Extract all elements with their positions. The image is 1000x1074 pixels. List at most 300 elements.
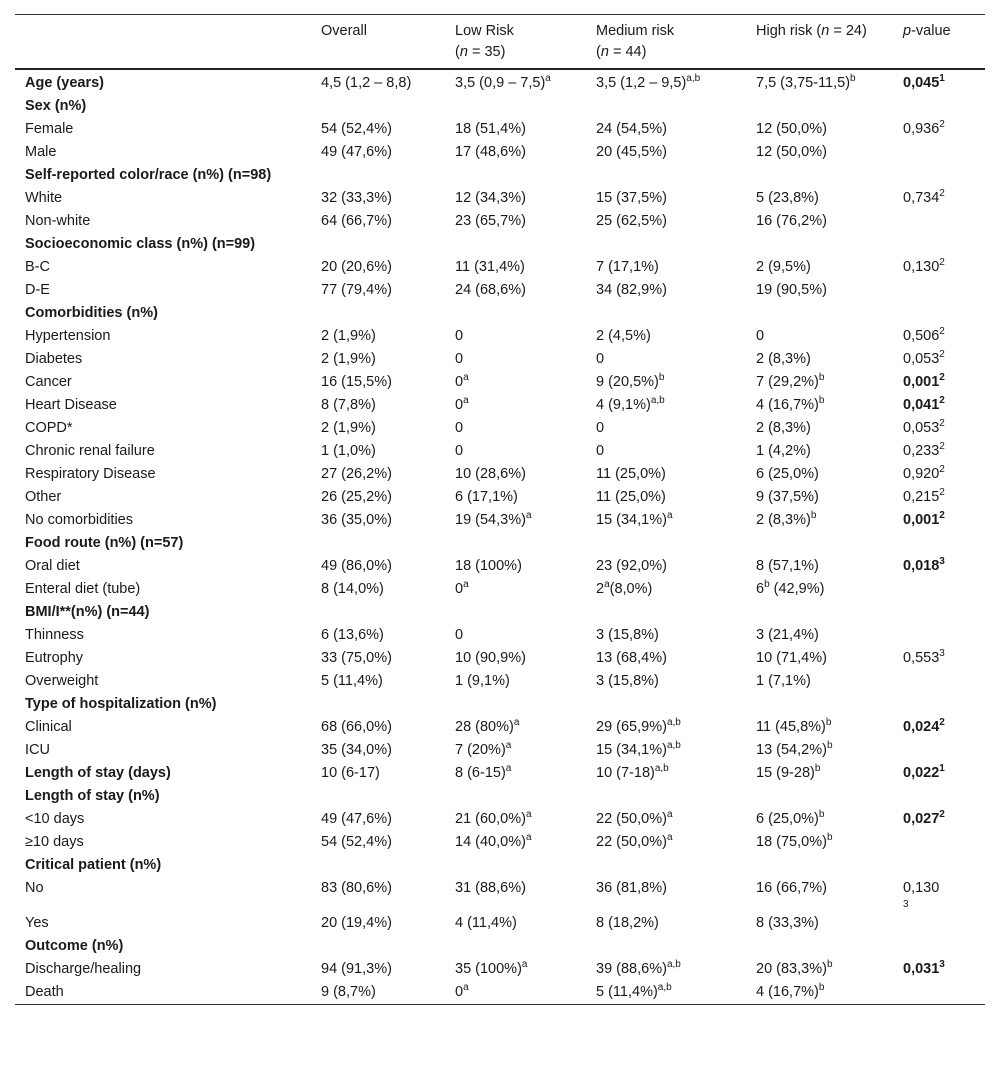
high-risk-cell (746, 394, 893, 417)
high-risk-cell (746, 256, 893, 279)
medium-risk-cell (586, 141, 746, 164)
table-row (15, 958, 985, 981)
overall-cell (311, 463, 445, 486)
p-value-cell (893, 935, 985, 958)
high-risk-cell (746, 325, 893, 348)
cell-value: 12 (50,0%) (756, 121, 827, 137)
cell-value: 8 (6-15) (455, 765, 506, 781)
cell-value: 0,027 (903, 811, 940, 827)
header-overall: Overall (321, 23, 367, 39)
row-label: Death (25, 984, 64, 1000)
low-risk-cell (445, 624, 586, 647)
p-value-cell (893, 831, 985, 854)
cell-value: 94 (91,3%) (321, 961, 392, 977)
p-value-cell (893, 808, 985, 831)
medium-risk-cell (586, 256, 746, 279)
cell-value: 14 (40,0%) (455, 834, 526, 850)
cell-value: 20 (20,6%) (321, 259, 392, 275)
cell-value: 23 (92,0%) (596, 558, 667, 574)
medium-risk-cell (586, 279, 746, 302)
low-risk-cell (445, 371, 586, 394)
superscript-note: b (814, 763, 821, 774)
low-risk-cell (445, 912, 586, 935)
overall-cell (311, 118, 445, 141)
superscript-note: 2 (939, 372, 945, 383)
high-risk-cell (746, 279, 893, 302)
superscript-note: a,b (666, 717, 681, 728)
superscript-note: a (521, 959, 528, 970)
low-risk-cell (445, 279, 586, 302)
cell-value: 3 (21,4%) (756, 627, 819, 643)
cell-value: 4 (9,1%) (596, 397, 651, 413)
section-label: BMI/I**(n%) (n=44) (25, 604, 150, 620)
cell-value: 0,734 (903, 190, 940, 206)
superscript-note: 2 (939, 510, 945, 521)
superscript-note: a (666, 832, 673, 843)
cell-value: 33 (75,0%) (321, 650, 392, 666)
superscript-note: b (826, 959, 833, 970)
cell-value: 34 (82,9%) (596, 282, 667, 298)
high-risk-cell (746, 670, 893, 693)
medium-risk-cell (586, 716, 746, 739)
medium-risk-cell (586, 831, 746, 854)
cell-value: 19 (54,3%) (455, 512, 526, 528)
cell-value: 1 (4,2%) (756, 443, 811, 459)
table-body (15, 69, 985, 1005)
cell-value: 8 (57,1%) (756, 558, 819, 574)
p-value-cell (893, 532, 985, 555)
cell-value: 9 (37,5%) (756, 489, 819, 505)
low-risk-cell (445, 981, 586, 1005)
table-row (15, 69, 985, 95)
medium-risk-cell (586, 912, 746, 935)
overall-cell (311, 233, 445, 256)
cell-value: 3 (15,8%) (596, 627, 659, 643)
superscript-note: a (525, 510, 532, 521)
cell-value: 10 (6-17) (321, 765, 380, 781)
high-risk-cell (746, 164, 893, 187)
cell-value: 0,045 (903, 75, 940, 91)
medium-risk-cell (586, 762, 746, 785)
p-value-cell (893, 578, 985, 601)
cell-value: 13 (68,4%) (596, 650, 667, 666)
table-row (15, 394, 985, 417)
table-row (15, 912, 985, 935)
table-row (15, 578, 985, 601)
high-risk-cell (746, 509, 893, 532)
row-label: COPD* (25, 420, 73, 436)
cell-value: 15 (34,1%) (596, 742, 667, 758)
cell-value: 8 (14,0%) (321, 581, 384, 597)
medium-risk-cell (586, 958, 746, 981)
row-label: Enteral diet (tube) (25, 581, 141, 597)
low-risk-cell (445, 831, 586, 854)
high-risk-cell (746, 716, 893, 739)
row-label: Respiratory Disease (25, 466, 156, 482)
low-risk-cell (445, 256, 586, 279)
low-risk-cell (445, 739, 586, 762)
p-value-cell (893, 348, 985, 371)
cell-value: 0 (455, 374, 464, 390)
superscript-note: b (826, 832, 833, 843)
cell-value: 15 (9-28) (756, 765, 815, 781)
superscript-note: 2 (939, 326, 945, 337)
overall-cell (311, 670, 445, 693)
p-value-cell (893, 164, 985, 187)
cell-value: 20 (45,5%) (596, 144, 667, 160)
cell-value: 13 (54,2%) (756, 742, 827, 758)
high-risk-cell (746, 187, 893, 210)
p-value-cell (893, 486, 985, 509)
cell-value: 0,053 (903, 351, 940, 367)
superscript-note: 2 (939, 717, 945, 728)
high-risk-cell (746, 739, 893, 762)
table-row (15, 877, 985, 912)
superscript-note: 2 (939, 119, 945, 130)
superscript-note: b (825, 717, 832, 728)
high-risk-cell (746, 233, 893, 256)
cell-value: 2 (596, 581, 605, 597)
table-row (15, 647, 985, 670)
cell-value: 0 (596, 420, 605, 436)
medium-risk-cell (586, 417, 746, 440)
medium-risk-cell (586, 601, 746, 624)
header-low-risk (445, 15, 586, 70)
overall-cell (311, 981, 445, 1005)
high-risk-cell (746, 958, 893, 981)
cell-value: 0,936 (903, 121, 940, 137)
overall-cell (311, 302, 445, 325)
table-row (15, 624, 985, 647)
superscript-note: a (463, 982, 469, 993)
cell-value: 0 (455, 397, 464, 413)
table-row (15, 831, 985, 854)
cell-value: 2 (8,3%) (756, 512, 811, 528)
header-high-risk: High risk (n = 24) (756, 23, 867, 39)
row-label: Clinical (25, 719, 72, 735)
p-value-cell (893, 463, 985, 486)
low-risk-cell (445, 555, 586, 578)
high-risk-cell (746, 693, 893, 716)
medium-risk-cell (586, 348, 746, 371)
high-risk-cell (746, 348, 893, 371)
cell-value: 24 (68,6%) (455, 282, 526, 298)
overall-cell (311, 394, 445, 417)
overall-cell (311, 532, 445, 555)
superscript-note: b (658, 372, 665, 383)
cell-value: 68 (66,0%) (321, 719, 392, 735)
medium-risk-cell (586, 670, 746, 693)
section-label: Length of stay (n%) (25, 788, 160, 804)
table-row (15, 440, 985, 463)
cell-value: 11 (45,8%) (756, 719, 826, 735)
cell-value: 35 (34,0%) (321, 742, 392, 758)
section-row (15, 233, 985, 256)
row-label: Diabetes (25, 351, 83, 367)
cell-value: 5 (23,8%) (756, 190, 819, 206)
high-risk-cell (746, 486, 893, 509)
overall-cell (311, 486, 445, 509)
low-risk-cell (445, 69, 586, 95)
cell-value: 6 (756, 581, 765, 597)
cell-value: 0 (455, 443, 464, 459)
high-risk-cell (746, 877, 893, 912)
low-risk-cell (445, 935, 586, 958)
p-value-cell (893, 187, 985, 210)
cell-value: 0,215 (903, 489, 940, 505)
p-value-cell (893, 624, 985, 647)
superscript-note: b (818, 982, 825, 993)
overall-cell (311, 256, 445, 279)
cell-value: 10 (90,9%) (455, 650, 526, 666)
medium-risk-cell (586, 440, 746, 463)
section-row (15, 601, 985, 624)
row-label: Hypertension (25, 328, 111, 344)
cell-value: 39 (88,6%) (596, 961, 667, 977)
header-p-value: p-value (903, 23, 951, 39)
header-low-risk-n: (n = 35) (455, 44, 506, 60)
cell-value: 2 (1,9%) (321, 328, 376, 344)
cell-value: 0,001 (903, 374, 940, 390)
p-value-cell (893, 233, 985, 256)
medium-risk-cell (586, 935, 746, 958)
table-row (15, 348, 985, 371)
patient-characteristics-table (15, 14, 985, 1005)
medium-risk-cell (586, 854, 746, 877)
low-risk-cell (445, 325, 586, 348)
cell-value: 1 (1,0%) (321, 443, 376, 459)
cell-value: 10 (7-18) (596, 765, 655, 781)
cell-value: 8 (33,3%) (756, 915, 819, 931)
low-risk-cell (445, 877, 586, 912)
low-risk-cell (445, 854, 586, 877)
high-risk-cell (746, 69, 893, 95)
overall-cell (311, 164, 445, 187)
high-risk-cell (746, 302, 893, 325)
table-row (15, 210, 985, 233)
overall-cell (311, 624, 445, 647)
superscript-note: a,b (666, 959, 681, 970)
low-risk-cell (445, 141, 586, 164)
header-row (15, 15, 985, 70)
overall-cell (311, 808, 445, 831)
low-risk-cell (445, 463, 586, 486)
overall-cell (311, 831, 445, 854)
medium-risk-cell (586, 785, 746, 808)
superscript-note: a (463, 372, 469, 383)
p-value-cell (893, 69, 985, 95)
row-label: D-E (25, 282, 50, 298)
table-row (15, 279, 985, 302)
cell-value: 3 (15,8%) (596, 673, 659, 689)
medium-risk-cell (586, 95, 746, 118)
cell-value: 5 (11,4%) (321, 673, 383, 689)
cell-value: 22 (50,0%) (596, 834, 667, 850)
p-value-cell (893, 958, 985, 981)
cell-value: 15 (34,1%) (596, 512, 667, 528)
cell-value: 16 (76,2%) (756, 213, 827, 229)
cell-value: 0,031 (903, 961, 940, 977)
superscript-note: a (525, 809, 532, 820)
cell-value: 0,022 (903, 765, 940, 781)
table-row (15, 716, 985, 739)
cell-value: 27 (26,2%) (321, 466, 392, 482)
p-value-cell (893, 210, 985, 233)
low-risk-cell (445, 302, 586, 325)
cell-value: 0 (455, 984, 464, 1000)
medium-risk-cell (586, 233, 746, 256)
cell-value: 18 (51,4%) (455, 121, 526, 137)
superscript-note: b (764, 579, 770, 590)
cell-value: 4 (16,7%) (756, 397, 819, 413)
row-label: Length of stay (days) (25, 765, 171, 781)
medium-risk-cell (586, 739, 746, 762)
high-risk-cell (746, 831, 893, 854)
low-risk-cell (445, 670, 586, 693)
overall-cell (311, 693, 445, 716)
section-label: Critical patient (n%) (25, 857, 162, 873)
cell-value: 32 (33,3%) (321, 190, 392, 206)
cell-value: 4,5 (1,2 – 8,8) (321, 75, 412, 91)
p-value-cell (893, 762, 985, 785)
p-value-cell (893, 118, 985, 141)
cell-value-suffix: (42,9%) (769, 581, 825, 597)
cell-value: 11 (25,0%) (596, 466, 666, 482)
low-risk-cell (445, 762, 586, 785)
cell-value: 12 (50,0%) (756, 144, 827, 160)
cell-value: 2 (1,9%) (321, 351, 376, 367)
superscript-note: a (505, 740, 512, 751)
row-label: ≥10 days (25, 834, 84, 850)
cell-value: 10 (71,4%) (756, 650, 827, 666)
cell-value: 18 (75,0%) (756, 834, 827, 850)
superscript-note: 3 (939, 959, 945, 970)
superscript-note: a (545, 73, 551, 84)
table-row (15, 762, 985, 785)
cell-value: 2 (4,5%) (596, 328, 651, 344)
overall-cell (311, 555, 445, 578)
cell-value: 7 (20%) (455, 742, 506, 758)
cell-value: 16 (66,7%) (756, 880, 827, 896)
medium-risk-cell (586, 187, 746, 210)
medium-risk-cell (586, 210, 746, 233)
header-medium-risk-n: (n = 44) (596, 44, 647, 60)
row-label: Thinness (25, 627, 84, 643)
p-value-cell (893, 716, 985, 739)
overall-cell (311, 762, 445, 785)
row-label: Chronic renal failure (25, 443, 155, 459)
overall-cell (311, 348, 445, 371)
table-row (15, 981, 985, 1005)
cell-value: 0 (455, 627, 464, 643)
row-label: Discharge/healing (25, 961, 142, 977)
table-row (15, 739, 985, 762)
section-row (15, 164, 985, 187)
superscript-note: b (826, 740, 833, 751)
row-label: Overweight (25, 673, 99, 689)
p-value-cell (893, 302, 985, 325)
cell-value: 0 (756, 328, 765, 344)
superscript-note: 2 (939, 349, 945, 360)
row-label: B-C (25, 259, 50, 275)
p-value-cell (893, 95, 985, 118)
medium-risk-cell (586, 325, 746, 348)
cell-value: 0,506 (903, 328, 940, 344)
high-risk-cell (746, 141, 893, 164)
table-row (15, 371, 985, 394)
section-row (15, 532, 985, 555)
superscript-note: a,b (650, 395, 665, 406)
cell-value: 0,018 (903, 558, 940, 574)
overall-cell (311, 279, 445, 302)
cell-value: 0,920 (903, 466, 940, 482)
table-row (15, 555, 985, 578)
section-row (15, 854, 985, 877)
medium-risk-cell (586, 647, 746, 670)
cell-value: 36 (81,8%) (596, 880, 667, 896)
superscript-note: b (818, 372, 825, 383)
section-row (15, 785, 985, 808)
cell-value: 16 (15,5%) (321, 374, 392, 390)
p-value-cell (893, 854, 985, 877)
low-risk-cell (445, 164, 586, 187)
cell-value: 18 (100%) (455, 558, 522, 574)
cell-value: 0,053 (903, 420, 940, 436)
cell-value: 19 (90,5%) (756, 282, 827, 298)
high-risk-cell (746, 912, 893, 935)
superscript-note: 2 (939, 188, 945, 199)
high-risk-cell (746, 440, 893, 463)
overall-cell (311, 958, 445, 981)
cell-value: 0,130 (903, 880, 940, 896)
overall-cell (311, 440, 445, 463)
overall-cell (311, 877, 445, 912)
row-label: Other (25, 489, 62, 505)
cell-value: 17 (48,6%) (455, 144, 526, 160)
overall-cell (311, 601, 445, 624)
low-risk-cell (445, 532, 586, 555)
medium-risk-cell (586, 877, 746, 912)
cell-value: 2 (9,5%) (756, 259, 811, 275)
superscript-note: a (525, 832, 532, 843)
cell-value: 83 (80,6%) (321, 880, 392, 896)
superscript-note: a (666, 809, 673, 820)
low-risk-cell (445, 785, 586, 808)
superscript-note: a,b (654, 763, 669, 774)
medium-risk-cell (586, 394, 746, 417)
cell-value: 49 (47,6%) (321, 144, 392, 160)
cell-value: 0,024 (903, 719, 940, 735)
high-risk-cell (746, 95, 893, 118)
section-label: Food route (n%) (n=57) (25, 535, 184, 551)
medium-risk-cell (586, 578, 746, 601)
superscript-note: 2 (939, 395, 945, 406)
superscript-note: a (604, 579, 610, 590)
table-row (15, 187, 985, 210)
cell-value-suffix: (8,0%) (609, 581, 653, 597)
medium-risk-cell (586, 509, 746, 532)
header-medium-risk-label: Medium risk (596, 23, 675, 39)
section-label: Comorbidities (n%) (25, 305, 158, 321)
cell-value: 8 (18,2%) (596, 915, 659, 931)
superscript-note: 3 (939, 556, 945, 567)
low-risk-cell (445, 808, 586, 831)
high-risk-cell (746, 118, 893, 141)
row-label: Heart Disease (25, 397, 117, 413)
section-row (15, 935, 985, 958)
cell-value: 15 (37,5%) (596, 190, 667, 206)
overall-cell (311, 578, 445, 601)
